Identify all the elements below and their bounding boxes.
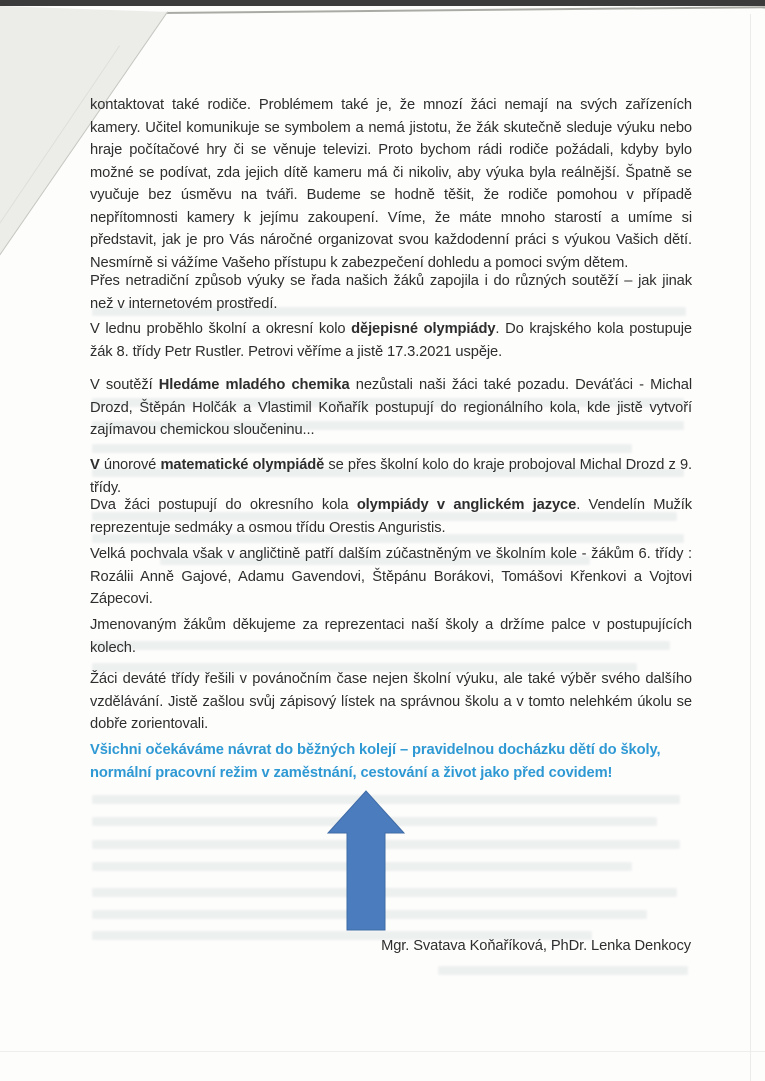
- letter-paragraph: Velká pochvala však v angličtině patří dalším zúčastněným ve školním kole - žákům 6. třídy : Rozálii Anně Gajové, Adamu Gavendovi, Štěpánu Borákovi, Tomášovi Křenkovi a Vojtovi Zápecovi.: [90, 546, 692, 607]
- scanner-edge-bar: [0, 0, 765, 6]
- page-top-edge: [160, 6, 765, 14]
- letter-paragraph: Přes netradiční způsob výuky se řada našich žáků zapojila i do různých soutěží – jak jinak než v internetovém prostředí.: [90, 273, 692, 312]
- signature: Mgr. Svatava Koňaříková, PhDr. Lenka Denkocy: [381, 938, 691, 954]
- letter-paragraph: V únorové matematické olympiádě se přes školní kolo do kraje probojoval Michal Drozd z 9. třídy.: [90, 457, 692, 496]
- letter-paragraph: kontaktovat také rodiče. Problémem také je, že mnozí žáci nemají na svých zařízeních kamery. Učitel komunikuje se symbolem a nemá jistotu, že žák skutečně sleduje výuku nebo hraje počítačové hry či se věnuje televizi. Proto bychom rádi rodiče požádali, kdyby bylo možné se podívat, zda jejich dítě kameru má či nikoliv, aby výuka byla reálnější. Špatně se vyučuje bez úsměvu na tváři. Budeme se hodně těšit, že rodiče pomohou v případě nepřítomnosti kamery k jejímu zakoupení. Víme, že máte mnoho starostí a umíme si představit, jak je pro Vás náročné organizovat svou každodenní práci s výukou Vašich dětí. Nesmírně si vážíme Vašeho přístupu k zabezpečení dohledu a pomoci svým dětem.: [90, 97, 692, 271]
- letter-paragraph: V lednu proběhlo školní a okresní kolo dějepisné olympiády. Do krajského kola postupuje žák 8. třídy Petr Rustler. Petrovi věříme a jistě 17.3.2021 uspěje.: [90, 321, 692, 360]
- scan-bottom-edge-line: [0, 1051, 765, 1052]
- closing-statement: Všichni očekáváme návrat do běžných kolejí – pravidelnou docházku dětí do školy, normální pracovní režim v zaměstnání, cestování a život jako před covidem!: [90, 742, 661, 781]
- up-arrow-shape: [325, 789, 407, 933]
- letter-paragraph: Žáci deváté třídy řešili v povánočním čase nejen školní výuku, ale také výběr svého dalšího vzdělávání. Jistě zašlou svůj zápisový lístek na správnou školu a v tomto nelehkém úkolu se dobře zorientovali.: [90, 671, 692, 732]
- letter-paragraph: Dva žáci postupují do okresního kola olympiády v anglickém jazyce. Vendelín Mužík reprezentuje sedmáky a osmou třídu Orestis Anguristis.: [90, 497, 692, 536]
- letter-paragraph: V soutěží Hledáme mladého chemika nezůstali naši žáci také pozadu. Deváťáci - Michal Drozd, Štěpán Holčák a Vlastimil Koňařík postupují do regionálního kola, kde jistě vytvoří zajímavou chemickou sloučeninu...: [90, 377, 692, 438]
- bleed-through-line: [438, 966, 688, 975]
- letter-paragraph: Jmenovaným žákům děkujeme za reprezentaci naší školy a držíme palce v postupujících kolech.: [90, 617, 692, 656]
- bleed-through-line: [92, 444, 632, 453]
- scan-right-edge-line: [750, 14, 751, 1081]
